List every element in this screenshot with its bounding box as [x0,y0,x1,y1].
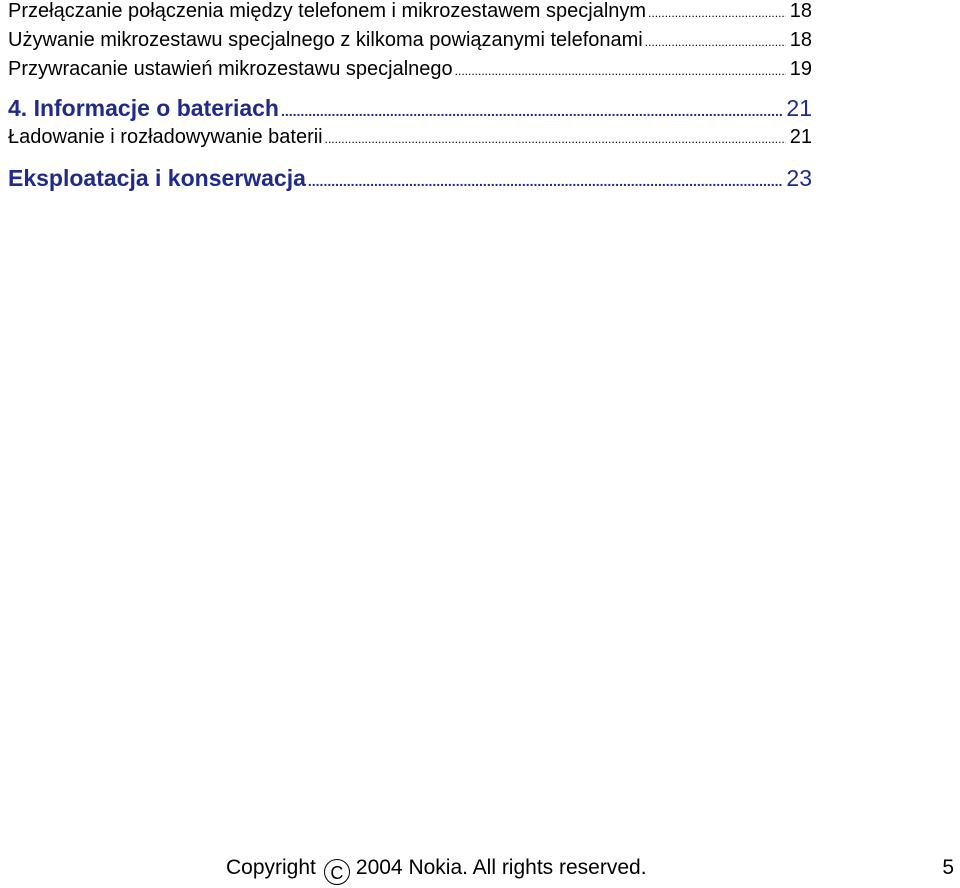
toc-entry-title: Używanie mikrozestawu specjalnego z kilkoma powiązanymi telefonami [8,29,643,51]
toc-entry-page: 18 [789,0,812,22]
copyright-icon: C [324,859,350,885]
dot-leader [648,2,786,24]
toc-entry-page: 18 [789,29,812,51]
toc-entry[interactable] [8,29,812,58]
dot-leader [645,31,786,53]
copyright-prefix: Copyright [226,856,316,879]
toc-chapter-entry[interactable] [8,165,812,194]
page-number: 5 [942,856,954,879]
table-of-contents [8,0,812,194]
toc-entry[interactable] [8,0,812,29]
toc-entry[interactable] [8,126,812,155]
toc-entry-title: Przełączanie połączenia między telefonem i mikrozestawem specjalnym [8,0,647,22]
dot-leader [325,128,786,150]
toc-entry-page: 19 [789,58,812,80]
toc-chapter-title: Eksploatacja i konserwacja [8,165,306,191]
toc-chapter-page: 21 [786,95,812,121]
toc-entry-title: Przywracanie ustawień mikrozestawu specjalnego [8,58,453,80]
page-footer [0,856,960,886]
toc-chapter-page: 23 [786,165,812,191]
dot-leader [281,98,782,124]
toc-entry[interactable] [8,58,812,87]
toc-entry-page: 21 [789,126,812,148]
dot-leader [308,168,783,194]
copyright-suffix: 2004 Nokia. All rights reserved. [355,856,647,879]
dot-leader [455,60,786,82]
toc-chapter-title: 4. Informacje o bateriach [8,95,279,121]
toc-chapter-entry[interactable] [8,95,812,124]
toc-entry-title: Ładowanie i rozładowywanie baterii [8,126,323,148]
copyright-notice [226,856,647,885]
